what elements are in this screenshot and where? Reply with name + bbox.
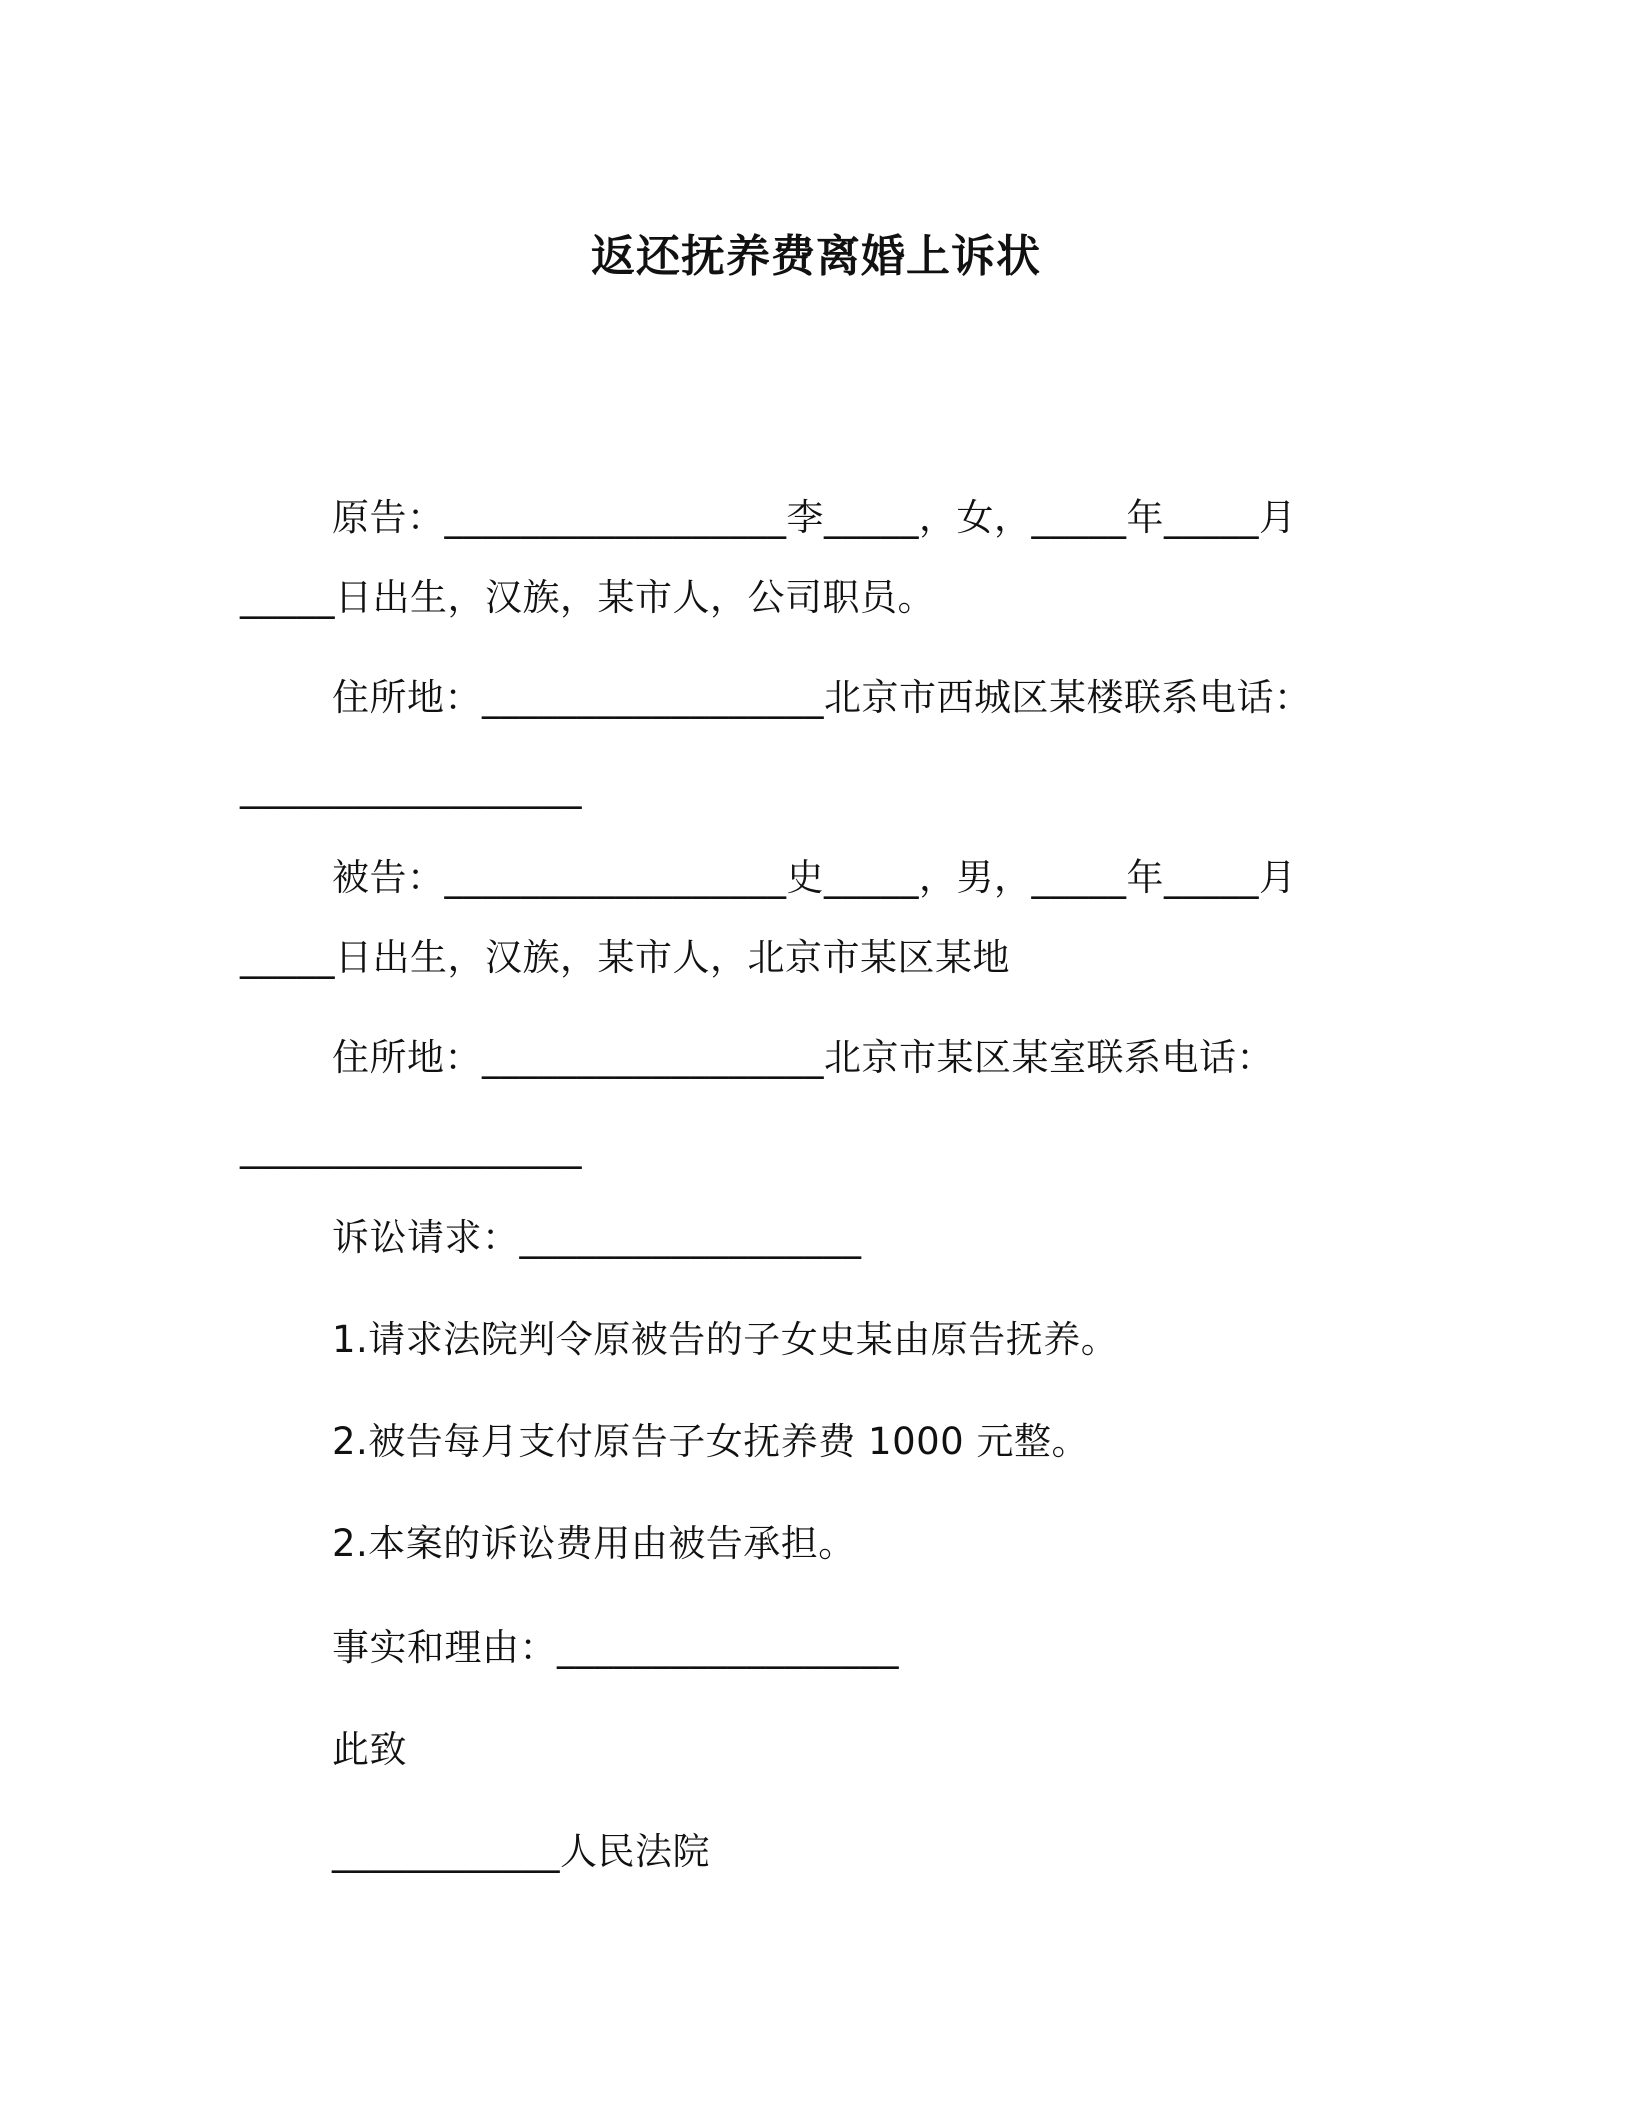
closing-salutation: 此致 xyxy=(332,1728,407,1771)
document-title: 返还抚养费离婚上诉状 xyxy=(591,231,1041,282)
plaintiff-phone-blank: __________________ xyxy=(240,766,582,809)
plaintiff-line-1: 原告：__________________李_____，女，_____年_____月 xyxy=(332,496,1297,539)
claim-item-3: 2.本案的诉讼费用由被告承担。 xyxy=(332,1522,856,1565)
plaintiff-line-2: _____日出生，汉族，某市人，公司职员。 xyxy=(240,576,935,619)
defendant-line-1: 被告：__________________史_____，男，_____年_____月 xyxy=(332,856,1297,899)
facts-heading: 事实和理由：__________________ xyxy=(332,1626,899,1669)
defendant-line-2: _____日出生，汉族，某市人，北京市某区某地 xyxy=(240,936,1010,979)
plaintiff-address-line: 住所地：__________________北京市西城区某楼联系电话： xyxy=(332,676,1312,719)
defendant-address-line: 住所地：__________________北京市某区某室联系电话： xyxy=(332,1036,1274,1079)
claims-heading: 诉讼请求：__________________ xyxy=(332,1216,862,1259)
claim-item-2: 2.被告每月支付原告子女抚养费 1000 元整。 xyxy=(332,1420,1089,1463)
court-name-line: ____________人民法院 xyxy=(332,1830,710,1873)
defendant-phone-blank: __________________ xyxy=(240,1126,582,1169)
claim-item-1: 1.请求法院判令原被告的子女史某由原告抚养。 xyxy=(332,1318,1119,1361)
